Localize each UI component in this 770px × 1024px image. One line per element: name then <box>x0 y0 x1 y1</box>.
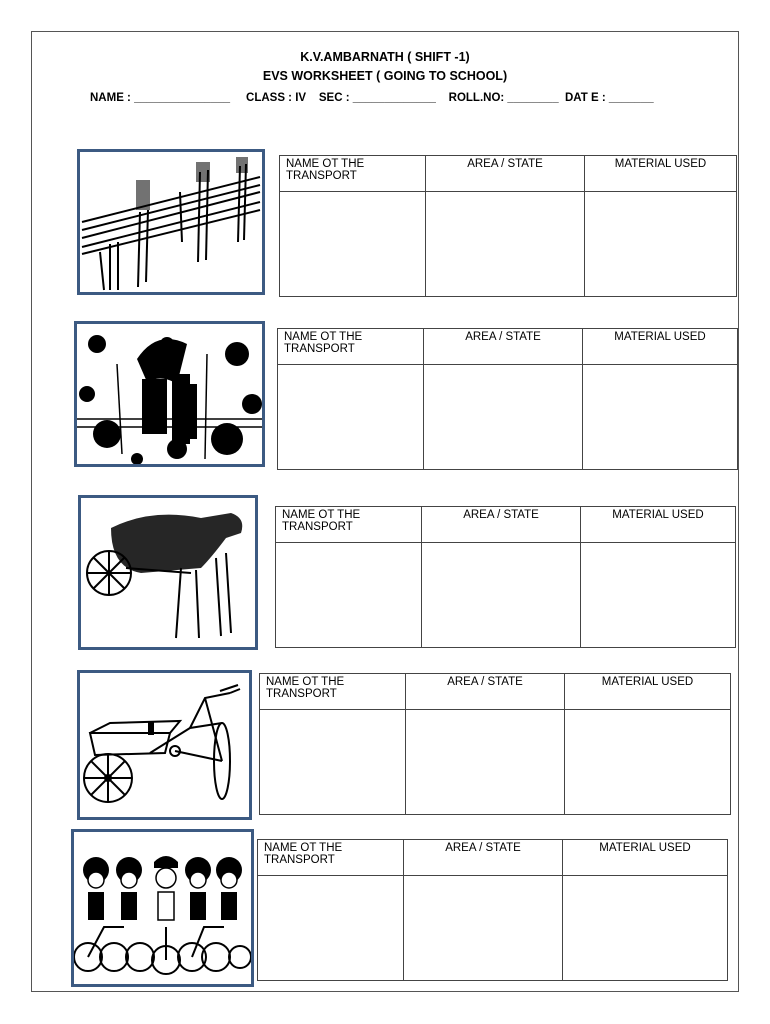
forest-trolley-icon <box>77 324 262 464</box>
answer-material-cell[interactable] <box>563 876 728 981</box>
col-area-header: AREA / STATE <box>422 507 581 543</box>
col-name-header: NAME OT THE TRANSPORT <box>280 156 426 192</box>
transport-table-1 <box>279 155 737 297</box>
table-answer-row <box>278 365 738 470</box>
answer-material-cell[interactable] <box>565 710 731 815</box>
answer-name-cell[interactable] <box>278 365 424 470</box>
transport-table-3 <box>275 506 736 648</box>
sec-field: SEC : _____________ <box>318 92 436 104</box>
transport-table-4 <box>259 673 731 815</box>
bamboo-bridge-icon <box>80 152 262 292</box>
col-material-header: MATERIAL USED <box>581 507 736 543</box>
table-answer-row <box>280 192 737 297</box>
col-name-header: NAME OT THE TRANSPORT <box>278 329 424 365</box>
cycle-rickshaw-picture <box>77 670 252 820</box>
col-name-header: NAME OT THE TRANSPORT <box>276 507 422 543</box>
forest-trolley-picture <box>74 321 265 467</box>
table-header-row <box>276 507 736 543</box>
children-bicycles-icon <box>74 832 251 984</box>
worksheet-title: EVS WORKSHEET ( GOING TO SCHOOL) <box>262 69 508 83</box>
school-title: K.V.AMBARNATH ( SHIFT -1) <box>300 50 470 64</box>
col-name-header: NAME OT THE TRANSPORT <box>260 674 406 710</box>
worksheet-header <box>0 48 770 86</box>
table-header-row <box>260 674 731 710</box>
answer-area-cell[interactable] <box>424 365 583 470</box>
answer-material-cell[interactable] <box>583 365 738 470</box>
answer-area-cell[interactable] <box>426 192 585 297</box>
table-header-row <box>258 840 728 876</box>
table-answer-row <box>276 543 736 648</box>
answer-material-cell[interactable] <box>585 192 737 297</box>
col-name-header: NAME OT THE TRANSPORT <box>258 840 404 876</box>
transport-table-2 <box>277 328 738 470</box>
children-bicycles-picture <box>71 829 254 987</box>
col-area-header: AREA / STATE <box>424 329 583 365</box>
cycle-rickshaw-icon <box>80 673 249 817</box>
col-material-header: MATERIAL USED <box>565 674 731 710</box>
col-material-header: MATERIAL USED <box>563 840 728 876</box>
col-area-header: AREA / STATE <box>426 156 585 192</box>
answer-name-cell[interactable] <box>280 192 426 297</box>
answer-material-cell[interactable] <box>581 543 736 648</box>
camel-cart-icon <box>81 498 255 647</box>
transport-table-5 <box>257 839 728 981</box>
table-answer-row <box>260 710 731 815</box>
bamboo-bridge-picture <box>77 149 265 295</box>
col-material-header: MATERIAL USED <box>585 156 737 192</box>
class-field: CLASS : IV <box>246 92 307 104</box>
answer-name-cell[interactable] <box>276 543 422 648</box>
answer-name-cell[interactable] <box>258 876 404 981</box>
roll-field: ROLL.NO: ________ <box>448 92 559 104</box>
answer-area-cell[interactable] <box>404 876 563 981</box>
col-area-header: AREA / STATE <box>406 674 565 710</box>
table-header-row <box>280 156 737 192</box>
table-answer-row <box>258 876 728 981</box>
date-field: DAT E : _______ <box>564 92 654 104</box>
col-material-header: MATERIAL USED <box>583 329 738 365</box>
name-field: NAME : _______________ <box>90 92 231 104</box>
student-info-line <box>90 92 654 104</box>
answer-area-cell[interactable] <box>422 543 581 648</box>
answer-name-cell[interactable] <box>260 710 406 815</box>
camel-cart-picture <box>78 495 258 650</box>
col-area-header: AREA / STATE <box>404 840 563 876</box>
answer-area-cell[interactable] <box>406 710 565 815</box>
table-header-row <box>278 329 738 365</box>
